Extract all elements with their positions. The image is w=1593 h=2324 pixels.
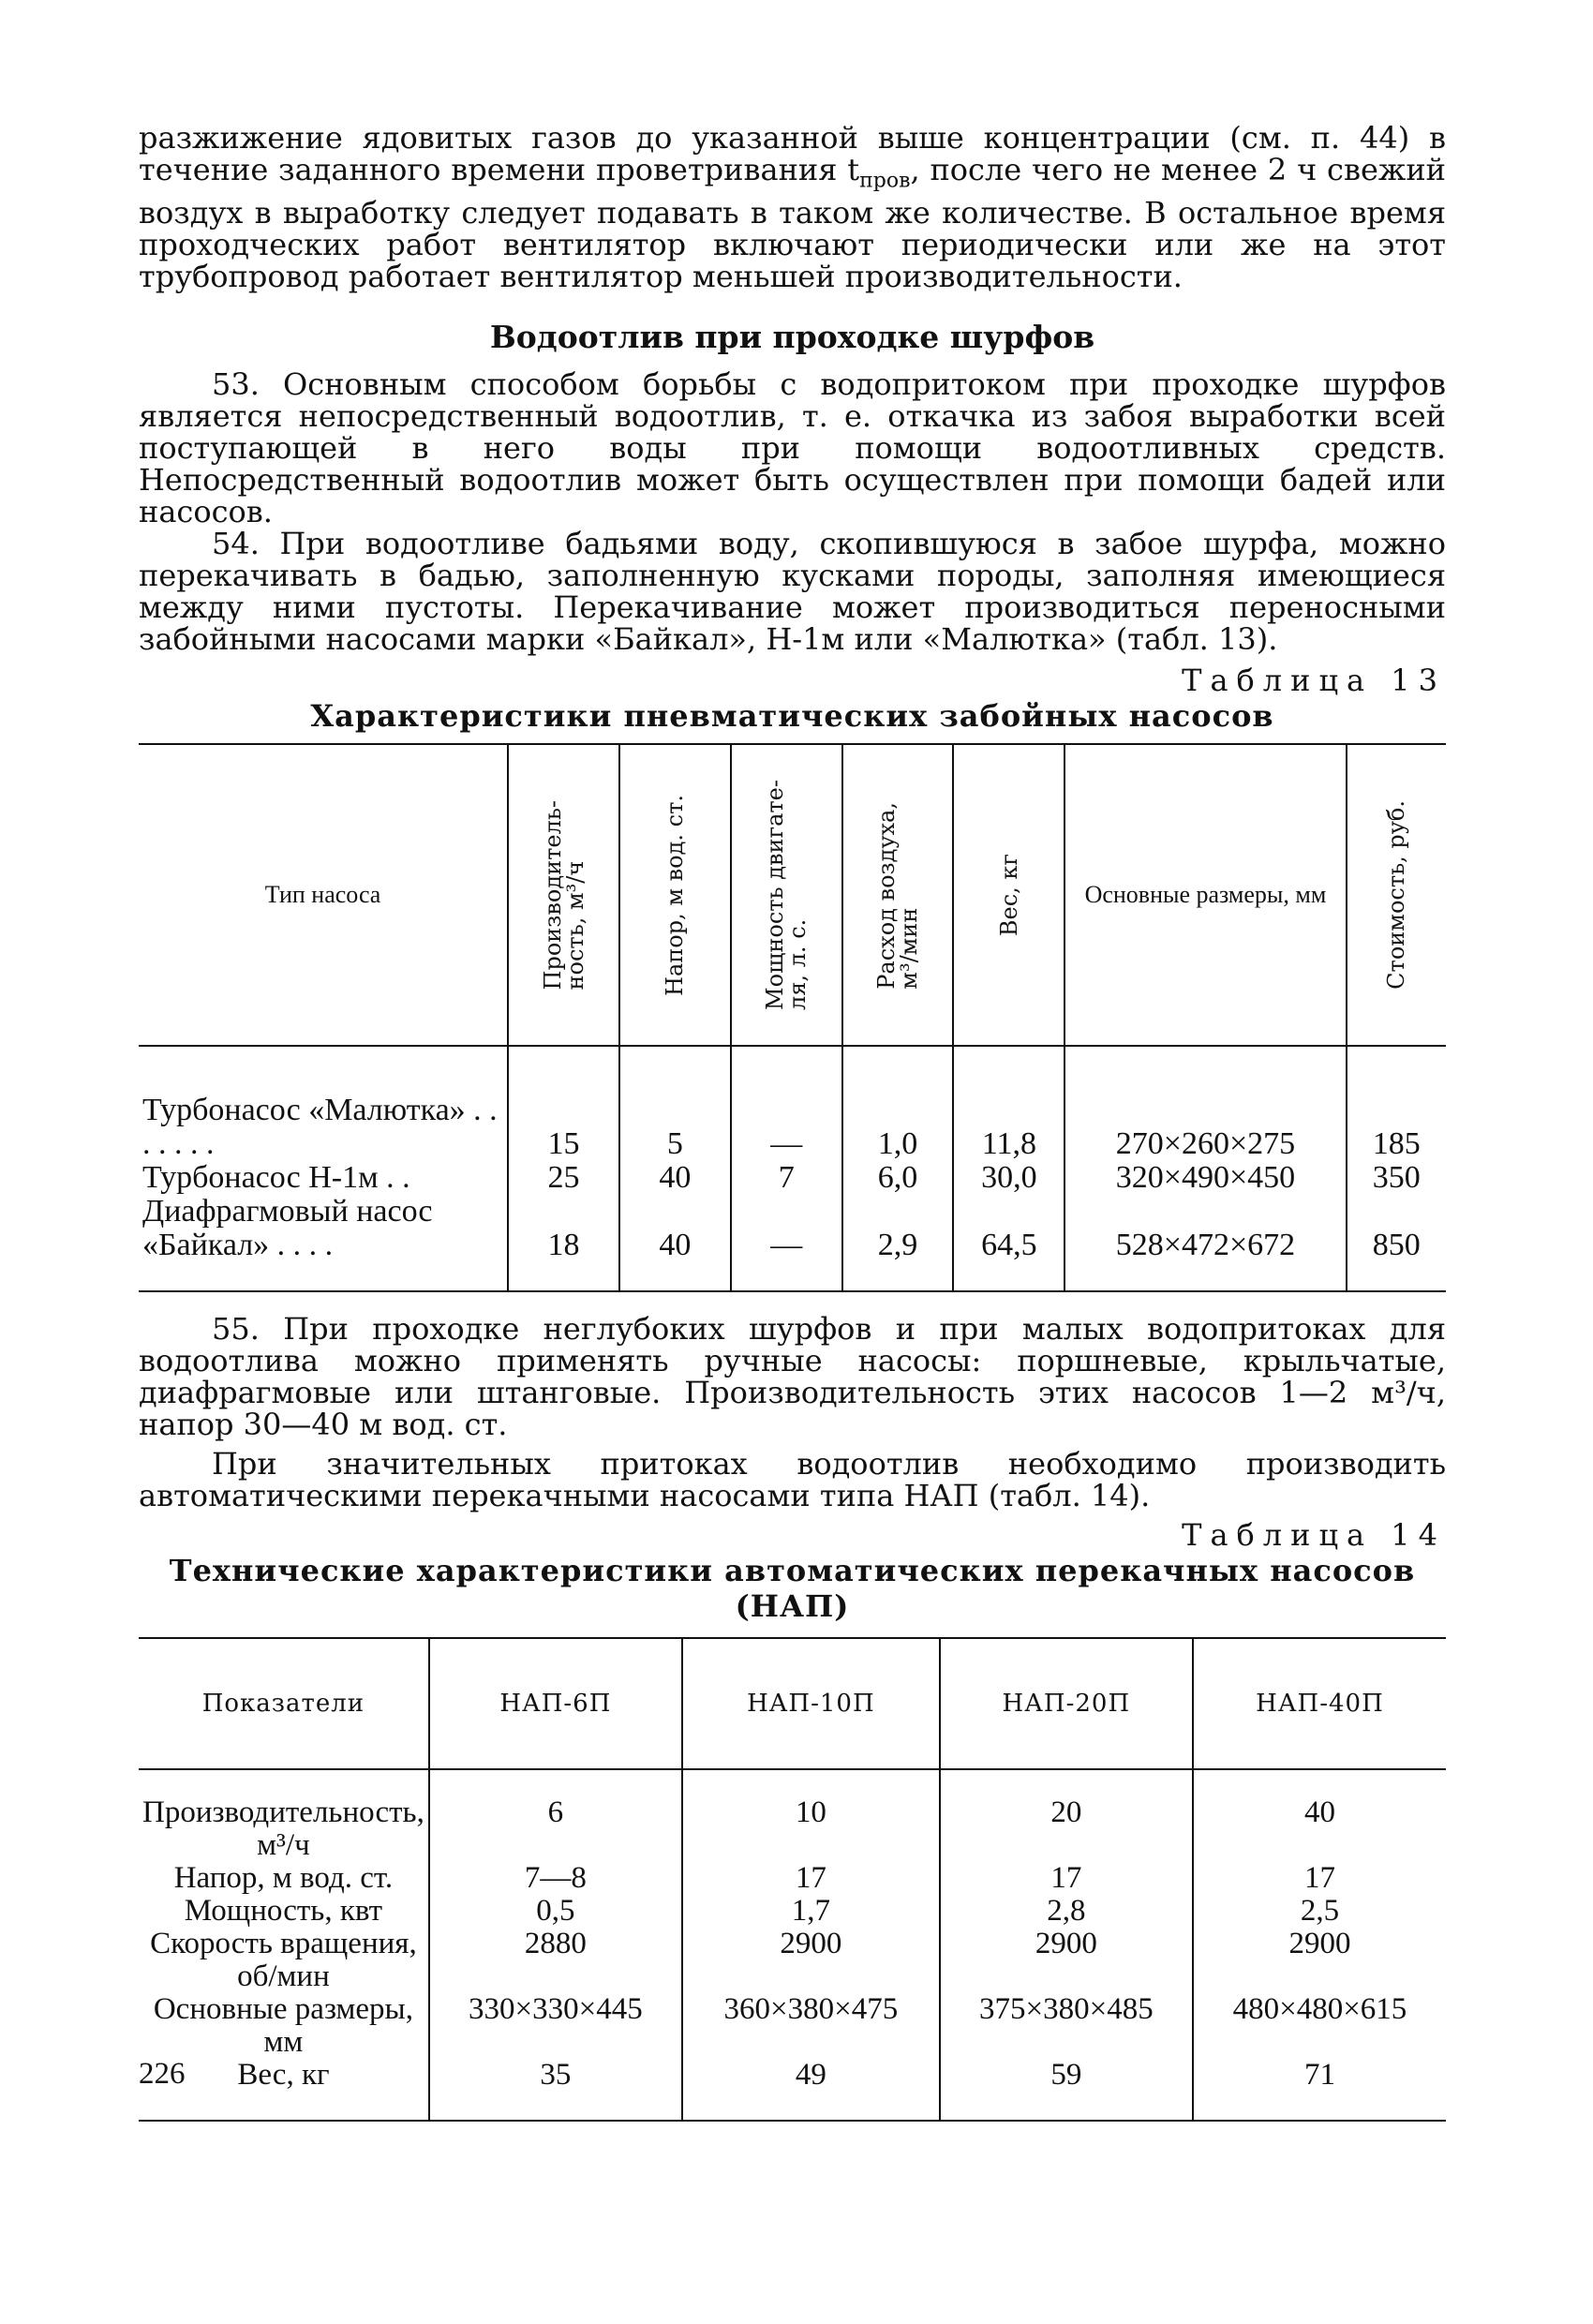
table14-cell: 0,5 bbox=[429, 1895, 682, 1928]
page-number: 226 bbox=[139, 2057, 186, 2091]
page-content bbox=[139, 122, 1446, 2122]
table13-header-cost: Стоимость, руб. bbox=[1347, 744, 1446, 1046]
table14-cell: 40 bbox=[1193, 1769, 1446, 1862]
table13-cell: 528×472×672 bbox=[1064, 1195, 1346, 1291]
table13-cell: 11,8 bbox=[953, 1046, 1064, 1161]
table14-cell: 480×480×615 bbox=[1193, 1993, 1446, 2059]
table-row bbox=[139, 1046, 1446, 1161]
table-row bbox=[139, 1895, 1446, 1928]
table13-header-head: Напор, м вод. ст. bbox=[619, 744, 731, 1046]
table13-header-weight: Вес, кг bbox=[953, 744, 1064, 1046]
table13-header-size: Основные размеры, мм bbox=[1064, 744, 1346, 1046]
table13-cell: 5 bbox=[619, 1046, 731, 1161]
table14-header-nap20: НАП-20П bbox=[940, 1638, 1193, 1769]
table-row bbox=[139, 2059, 1446, 2121]
table13-cell: — bbox=[731, 1046, 842, 1161]
table13-cell: 270×260×275 bbox=[1064, 1046, 1346, 1161]
table14-cell: 330×330×445 bbox=[429, 1993, 682, 2059]
table-row bbox=[139, 1993, 1446, 2059]
table13-cell: — bbox=[731, 1195, 842, 1291]
table14-cell: 20 bbox=[940, 1769, 1193, 1862]
paragraph-53: 53. Основным способом борьбы с водопритоком при проходке шурфов является непосредственный водоотлив, т. е. откачка из забоя выработки всей поступающей в него воды при помощи водоотливных средств. Непосредственный водоотлив может быть осуществлен при помощи бадей или насосов. bbox=[139, 366, 1446, 530]
table14 bbox=[139, 1637, 1446, 2122]
table13-header-air: Расход воздуха, м³/мин bbox=[842, 744, 954, 1046]
table13-cell: 7 bbox=[731, 1161, 842, 1195]
table14-cell: 17 bbox=[940, 1862, 1193, 1895]
table13-cell: 2,9 bbox=[842, 1195, 954, 1291]
table14-cell: 59 bbox=[940, 2059, 1193, 2121]
table14-header-nap6: НАП-6П bbox=[429, 1638, 682, 1769]
table13-cell: 30,0 bbox=[953, 1161, 1064, 1195]
table14-cell: 17 bbox=[1193, 1862, 1446, 1895]
table13-title: Характеристики пневматических забойных насосов bbox=[310, 698, 1274, 735]
table14-cell: Вес, кг bbox=[237, 2058, 330, 2093]
paragraph-54: 54. При водоотливе бадьями воду, скопившуюся в забое шурфа, можно перекачивать в бадью, заполненную кусками породы, заполняя имеющиеся между ними пустоты. Перекачивание может производиться переносными забойными насосами марки «Байкал», Н-1м или «Малютка» (табл. 13). bbox=[139, 526, 1446, 658]
table14-header-nap10: НАП-10П bbox=[682, 1638, 940, 1769]
table14-cell: 2900 bbox=[682, 1928, 940, 1993]
table14-title: Технические характеристики автоматических перекачных насосов (НАП) bbox=[169, 1553, 1416, 1625]
table13-cell: 18 bbox=[508, 1195, 619, 1291]
table-row bbox=[139, 1161, 1446, 1195]
table13-cell: Диафрагмовый насос «Байкал» . . . . bbox=[142, 1194, 433, 1263]
table13-cell: 320×490×450 bbox=[1064, 1161, 1346, 1195]
table-row bbox=[139, 1769, 1446, 1862]
table13-label: Таблица 13 bbox=[1182, 663, 1446, 699]
table-row bbox=[139, 1928, 1446, 1993]
table13-cell: 6,0 bbox=[842, 1161, 954, 1195]
table14-cell: 35 bbox=[429, 2059, 682, 2121]
table13-cell: 350 bbox=[1347, 1161, 1446, 1195]
table14-cell: 6 bbox=[429, 1769, 682, 1862]
table13 bbox=[139, 743, 1446, 1292]
paragraph-auto: При значительных притоках водоотлив необходимо производить автоматическими перекачными насосами типа НАП (табл. 14). bbox=[139, 1446, 1446, 1514]
table14-cell: 375×380×485 bbox=[940, 1993, 1193, 2059]
table13-header-capacity: Производитель- ность, м³/ч bbox=[508, 744, 619, 1046]
table14-cell: 17 bbox=[682, 1862, 940, 1895]
table13-cell: 850 bbox=[1347, 1195, 1446, 1291]
table14-cell: 360×380×475 bbox=[682, 1993, 940, 2059]
table13-cell: 40 bbox=[619, 1161, 731, 1195]
table14-cell: Напор, м вод. ст. bbox=[173, 1861, 394, 1896]
table14-cell: Скорость вращения, об/мин bbox=[150, 1927, 417, 1994]
section-heading: Водоотлив при проходке шурфов bbox=[489, 319, 1095, 356]
table13-cell: 40 bbox=[619, 1195, 731, 1291]
table14-cell: 2,5 bbox=[1193, 1895, 1446, 1928]
table14-cell: 2880 bbox=[429, 1928, 682, 1993]
table14-cell: 2900 bbox=[1193, 1928, 1446, 1993]
table14-cell: 49 bbox=[682, 2059, 940, 2121]
table14-cell: Мощность, квт bbox=[184, 1894, 383, 1929]
table14-cell: 71 bbox=[1193, 2059, 1446, 2121]
table13-header-power: Мощность двигате- ля, л. с. bbox=[731, 744, 842, 1046]
table13-header-type: Тип насоса bbox=[139, 744, 508, 1046]
table13-cell: 25 bbox=[508, 1161, 619, 1195]
table13-cell: 185 bbox=[1347, 1046, 1446, 1161]
table14-cell: 7—8 bbox=[429, 1862, 682, 1895]
table14-header-indicators: Показатели bbox=[139, 1638, 429, 1769]
subscript-prov: пров bbox=[859, 169, 911, 193]
table13-cell: Турбонасос «Малютка» . . . . . . . bbox=[142, 1093, 498, 1162]
table-row bbox=[139, 1862, 1446, 1895]
table14-label: Таблица 14 bbox=[1182, 1517, 1446, 1554]
paragraph-55: 55. При проходке неглубоких шурфов и при малых водопритоках для водоотлива можно применять ручные насосы: поршневые, крыльчатые, диафрагмовые или штанговые. Производительность этих насосов 1—2 м³/ч, напор 30—40 м вод. ст. bbox=[139, 1311, 1446, 1443]
table14-cell: Производительность, м³/ч bbox=[142, 1795, 424, 1863]
table14-cell: 2,8 bbox=[940, 1895, 1193, 1928]
table14-cell: 1,7 bbox=[682, 1895, 940, 1928]
table13-cell: Турбонасос Н-1м . . bbox=[142, 1160, 410, 1196]
table13-cell: 15 bbox=[508, 1046, 619, 1161]
table13-cell: 64,5 bbox=[953, 1195, 1064, 1291]
table13-cell: 1,0 bbox=[842, 1046, 954, 1161]
table-row bbox=[139, 1195, 1446, 1291]
paragraph-top: разжижение ядовитых газов до указанной выше концентрации (см. п. 44) в течение заданного времени проветривания $t_{пров}$, после чего не менее 2 ч свежий воздух в выработку следует подавать в таком же количестве. В остальное время проходческих работ вентилятор включают периодически или же на этот трубопровод работает вентилятор меньшей производительности. bbox=[139, 120, 1447, 295]
table14-cell: Основные размеры, мм bbox=[153, 1992, 413, 2060]
table14-cell: 2900 bbox=[940, 1928, 1193, 1993]
table14-header-nap40: НАП-40П bbox=[1193, 1638, 1446, 1769]
table14-cell: 10 bbox=[682, 1769, 940, 1862]
